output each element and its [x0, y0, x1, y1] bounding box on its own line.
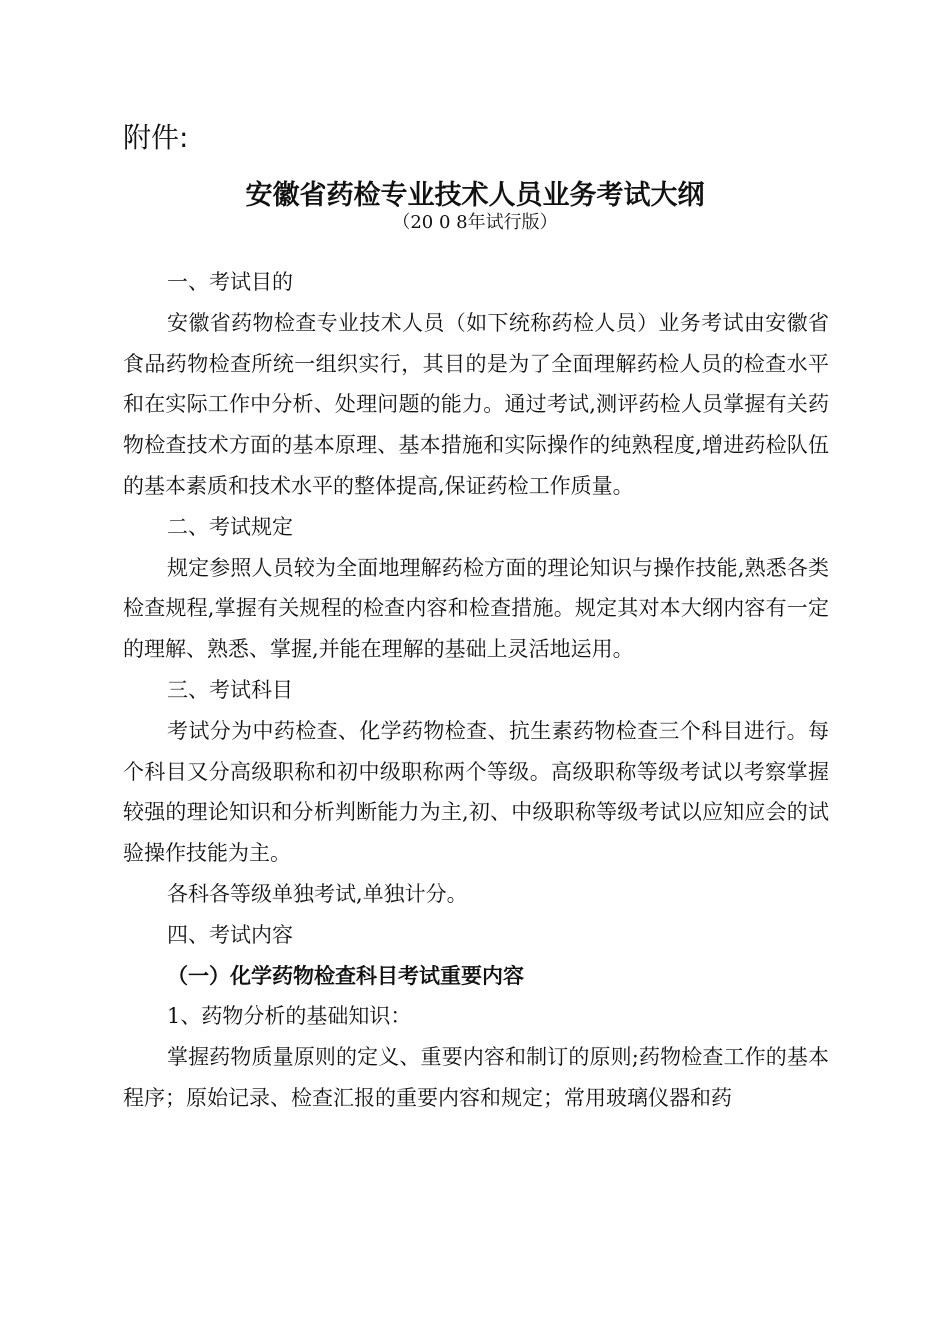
document-title: 安徽省药检专业技术人员业务考试大纲: [245, 180, 705, 211]
section-heading-subjects: 三、考试科目: [167, 677, 293, 702]
paragraph-purpose: 安徽省药物检查专业技术人员（如下统称药检人员）业务考试由安徽省食品药物检查所统一组织实行，其目的是为了全面理解药检人员的检查水平和在实际工作中分析、处理问题的能力。通过考试,测评药检人员掌握有关药物检查技术方面的基本原理、基本措施和实际操作的纯熟程度,增进药检队伍的基本素质和技术水平的整体提高,保证药检工作质量。: [123, 310, 829, 498]
attachment-label: 附件:: [123, 121, 189, 154]
list-item-basics: 1、药物分析的基础知识：: [167, 1004, 412, 1029]
paragraph-basics: 掌握药物质量原则的定义、重要内容和制订的原则;药物检查工作的基本程序；原始记录、检查汇报的重要内容和规定；常用玻璃仪器和药: [123, 1045, 829, 1110]
section-heading-requirements: 二、考试规定: [167, 514, 293, 539]
document-subtitle: （20 0 8年试行版）: [392, 212, 558, 233]
paragraph-requirements: 规定参照人员较为全面地理解药检方面的理论知识与操作技能,熟悉各类检查规程,掌握有关规程的检查内容和检查措施。规定其对本大纲内容有一定的理解、熟悉、掌握,并能在理解的基础上灵活地运用。: [123, 555, 829, 662]
section-heading-purpose: 一、考试目的: [167, 270, 293, 294]
document-body: [123, 262, 829, 1119]
section-heading-content: 四、考试内容: [167, 922, 293, 947]
paragraph-subjects: 考试分为中药检查、化学药物检查、抗生素药物检查三个科目进行。每个科目又分高级职称和初中级职称两个等级。高级职称等级考试以考察掌握较强的理论知识和分析判断能力为主,初、中级职称等级考试以应知应会的试验操作技能为主。: [123, 718, 829, 866]
paragraph-scoring: 各科各等级单独考试,单独计分。: [167, 881, 468, 906]
subsection-heading-chemical: （一）化学药物检查科目考试重要内容: [167, 963, 524, 988]
